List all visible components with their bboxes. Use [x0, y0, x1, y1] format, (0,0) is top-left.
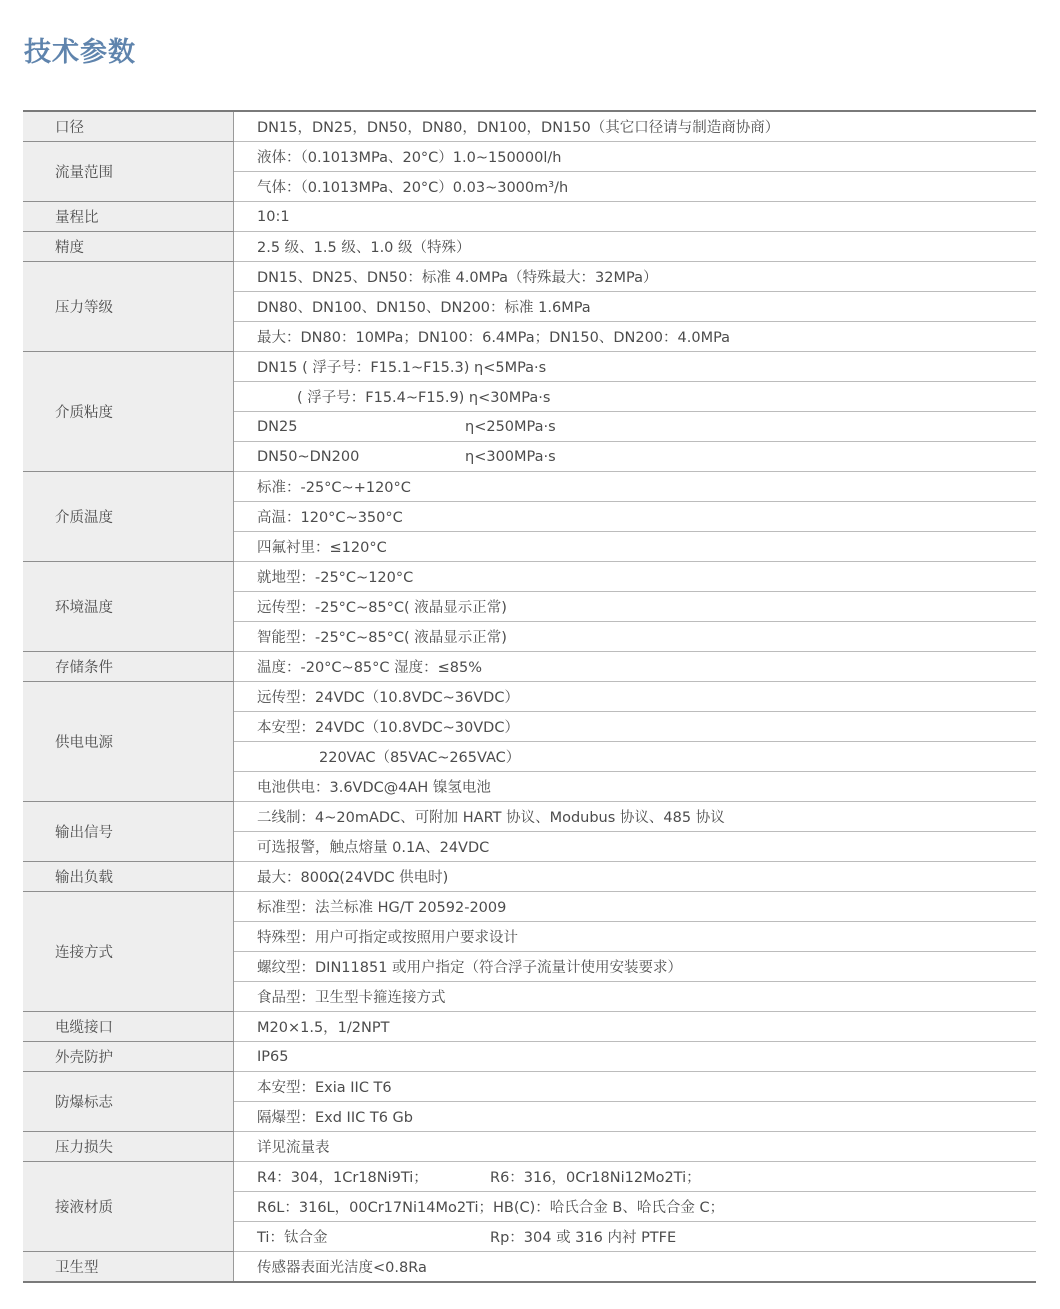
table-row — [23, 1162, 1036, 1192]
row-label-caliber: 口径 — [23, 111, 234, 142]
row-label-storage: 存储条件 — [23, 652, 234, 682]
row-label-output-signal: 输出信号 — [23, 802, 234, 862]
row-label-sanitary: 卫生型 — [23, 1252, 234, 1283]
row-value-power-1: 远传型：24VDC（10.8VDC~36VDC） — [234, 682, 1037, 712]
row-value-power-3: 220VAC（85VAC~265VAC） — [319, 750, 521, 766]
table-row — [23, 562, 1036, 592]
row-value-medium-temp-2: 高温：120°C~350°C — [234, 502, 1037, 532]
row-value-storage: 温度：-20°C~85°C 湿度：≤85% — [234, 652, 1037, 682]
row-label-connection: 连接方式 — [23, 892, 234, 1012]
row-label-range-ratio: 量程比 — [23, 202, 234, 232]
table-row — [23, 682, 1036, 712]
row-value-wetted-1a: R4：304，1Cr18Ni9Ti； — [257, 1170, 428, 1186]
row-value-caliber: DN15，DN25，DN50，DN80，DN100，DN150（其它口径请与制造商协商） — [234, 111, 1037, 142]
table-row — [23, 802, 1036, 832]
row-value-connection-2: 特殊型：用户可指定或按照用户要求设计 — [234, 922, 1037, 952]
table-row — [23, 262, 1036, 292]
row-label-output-load: 输出负载 — [23, 862, 234, 892]
row-value-wetted-2a: R6L：316L，00Cr17Ni14Mo2Ti； — [257, 1200, 493, 1216]
table-row — [23, 862, 1036, 892]
row-value-explosion-2: 隔爆型：Exd IIC T6 Gb — [234, 1102, 1037, 1132]
row-value-pressure-loss: 详见流量表 — [234, 1132, 1037, 1162]
row-value-pressure-3: 最大：DN80：10MPa；DN100：6.4MPa；DN150、DN200：4.0MPa — [234, 322, 1037, 352]
table-row — [23, 1072, 1036, 1102]
row-value-viscosity-4b: η<300MPa·s — [465, 448, 556, 465]
row-value-sanitary: 传感器表面光洁度<0.8Ra — [234, 1252, 1037, 1283]
row-value-connection-4: 食品型：卫生型卡箍连接方式 — [234, 982, 1037, 1012]
row-value-pressure-1: DN15、DN25、DN50：标准 4.0MPa（特殊最大：32MPa） — [234, 262, 1037, 292]
table-row — [23, 1042, 1036, 1072]
table-row — [23, 1132, 1036, 1162]
table-row — [23, 892, 1036, 922]
row-label-ambient-temp: 环境温度 — [23, 562, 234, 652]
row-value-wetted-3a: Ti：钛合金 — [257, 1230, 328, 1246]
row-label-power: 供电电源 — [23, 682, 234, 802]
row-value-flow-liquid: 液体：（0.1013MPa、20°C）1.0~150000l/h — [234, 142, 1037, 172]
table-row — [23, 232, 1036, 262]
row-value-output-signal-1: 二线制：4~20mADC、可附加 HART 协议、Modubus 协议、485 协议 — [234, 802, 1037, 832]
row-value-wetted-2b: HB(C)：哈氏合金 B、哈氏合金 C； — [493, 1200, 725, 1216]
table-row — [23, 472, 1036, 502]
row-value-accuracy: 2.5 级、1.5 级、1.0 级（特殊） — [234, 232, 1037, 262]
row-label-pressure-loss: 压力损失 — [23, 1132, 234, 1162]
row-value-connection-3: 螺纹型：DIN11851 或用户指定（符合浮子流量计使用安装要求） — [234, 952, 1037, 982]
row-value-output-signal-2: 可选报警，触点熔量 0.1A、24VDC — [234, 832, 1037, 862]
row-value-wetted-1b: R6：316，0Cr18Ni12Mo2Ti； — [490, 1170, 701, 1186]
table-row — [23, 142, 1036, 172]
row-value-ambient-temp-3: 智能型：-25°C~85°C( 液晶显示正常) — [234, 622, 1037, 652]
row-value-output-load: 最大：800Ω(24VDC 供电时) — [234, 862, 1037, 892]
row-value-cable: M20×1.5，1/2NPT — [234, 1012, 1037, 1042]
page-title: 技术参数 — [24, 37, 136, 68]
row-value-explosion-1: 本安型：Exia IIC T6 — [234, 1072, 1037, 1102]
row-value-connection-1: 标准型：法兰标准 HG/T 20592-2009 — [234, 892, 1037, 922]
row-value-viscosity-2: ( 浮子号：F15.4~F15.9) η<30MPa·s — [297, 390, 551, 406]
table-row — [23, 111, 1036, 142]
table-row — [23, 1252, 1036, 1283]
row-value-viscosity-3a: DN25 — [257, 418, 298, 435]
row-value-enclosure: IP65 — [234, 1042, 1037, 1072]
row-label-cable: 电缆接口 — [23, 1012, 234, 1042]
row-value-medium-temp-1: 标准：-25°C~+120°C — [234, 472, 1037, 502]
row-label-explosion: 防爆标志 — [23, 1072, 234, 1132]
table-row — [23, 352, 1036, 382]
row-label-medium-temp: 介质温度 — [23, 472, 234, 562]
row-value-power-4: 电池供电：3.6VDC@4AH 镍氢电池 — [234, 772, 1037, 802]
row-value-viscosity-3b: η<250MPa·s — [465, 418, 556, 435]
table-row — [23, 652, 1036, 682]
table-row — [23, 1012, 1036, 1042]
row-value-viscosity-1: DN15 ( 浮子号：F15.1~F15.3) η<5MPa·s — [234, 352, 1037, 382]
row-value-wetted-3b: Rp：304 或 316 内衬 PTFE — [490, 1230, 677, 1246]
row-value-ambient-temp-2: 远传型：-25°C~85°C( 液晶显示正常) — [234, 592, 1037, 622]
row-label-wetted: 接液材质 — [23, 1162, 234, 1252]
spec-table — [23, 110, 1036, 1283]
row-value-medium-temp-3: 四氟衬里：≤120°C — [234, 532, 1037, 562]
row-value-pressure-2: DN80、DN100、DN150、DN200：标准 1.6MPa — [234, 292, 1037, 322]
row-label-flow-range: 流量范围 — [23, 142, 234, 202]
row-label-enclosure: 外壳防护 — [23, 1042, 234, 1072]
table-row — [23, 202, 1036, 232]
row-label-pressure-rating: 压力等级 — [23, 262, 234, 352]
row-value-power-2: 本安型：24VDC（10.8VDC~30VDC） — [234, 712, 1037, 742]
row-value-flow-gas: 气体：（0.1013MPa、20°C）0.03~3000m³/h — [234, 172, 1037, 202]
row-value-viscosity-4a: DN50~DN200 — [257, 448, 360, 465]
row-label-accuracy: 精度 — [23, 232, 234, 262]
row-value-range-ratio: 10:1 — [234, 202, 1037, 232]
row-value-ambient-temp-1: 就地型：-25°C~120°C — [234, 562, 1037, 592]
row-label-viscosity: 介质粘度 — [23, 352, 234, 472]
